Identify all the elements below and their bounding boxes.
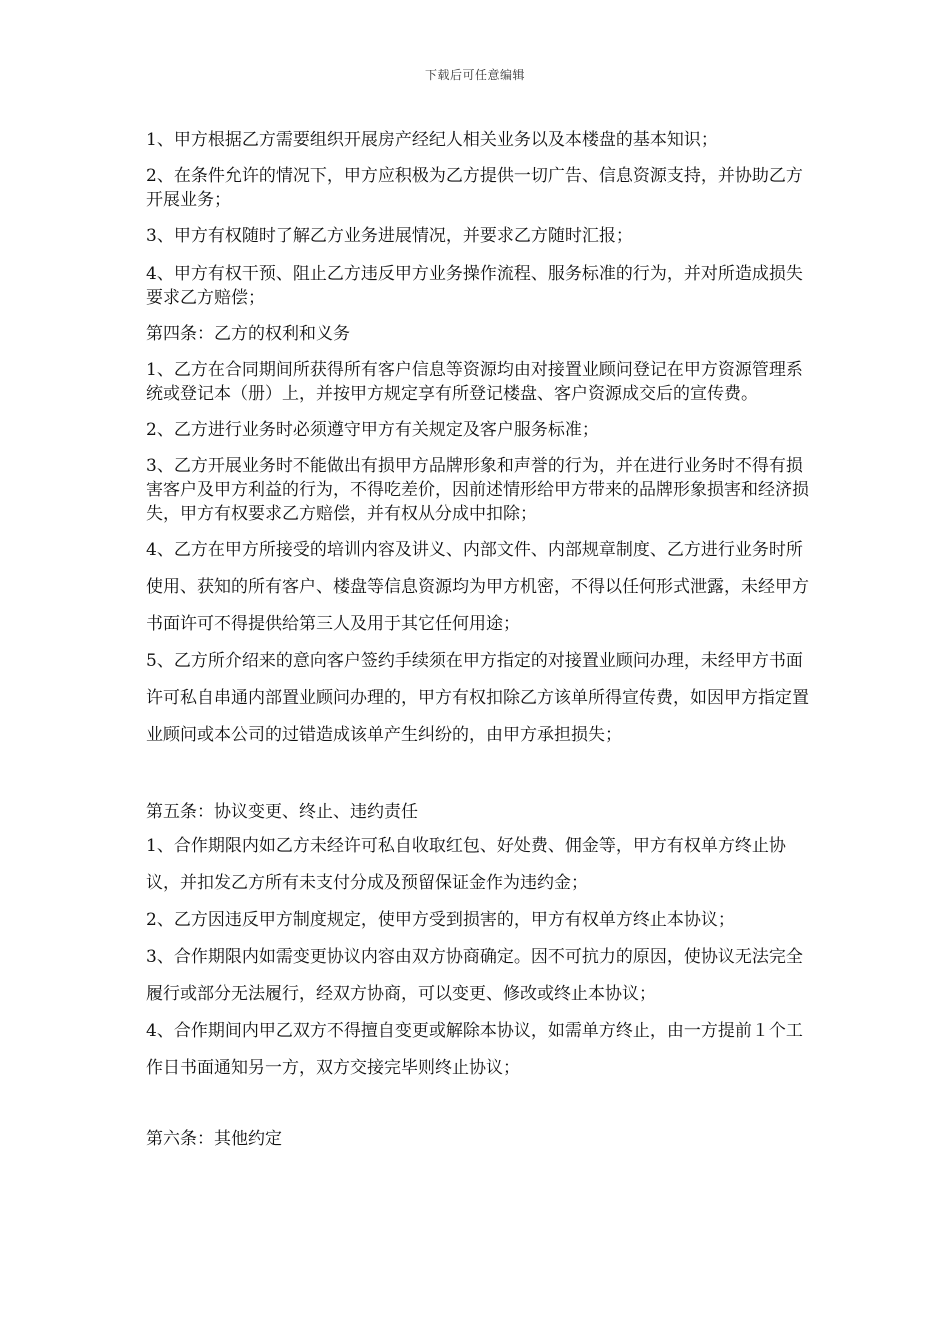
paragraph: 1、甲方根据乙方需要组织开展房产经纪人相关业务以及本楼盘的基本知识； (146, 130, 718, 150)
paragraph: 4、乙方在甲方所接受的培训内容及讲义、内部文件、内部规章制度、乙方进行业务时所使用、获知的所有客户、楼盘等信息资源均为甲方机密，不得以任何形式泄露，未经甲方书面许可不得提供给第三人及用于其它任何用途； (146, 540, 809, 634)
paragraph: 3、乙方开展业务时不能做出有损甲方品牌形象和声誉的行为，并在进行业务时不得有损害客户及甲方利益的行为，不得吃差价，因前述情形给甲方带来的品牌形象损害和经济损失，甲方有权要求乙方赔偿，并有权从分成中扣除； (146, 456, 809, 524)
section-title: 第六条：其他约定 (146, 1129, 282, 1149)
paragraph: 2、在条件允许的情况下，甲方应积极为乙方提供一切广告、信息资源支持，并协助乙方开展业务； (146, 166, 803, 210)
document-body (146, 124, 814, 1151)
paragraph: 4、合作期间内甲乙双方不得擅自变更或解除本协议，如需单方终止，由一方提前１个工作日书面通知另一方，双方交接完毕则终止协议； (146, 1021, 803, 1078)
paragraph: 2、乙方因违反甲方制度规定，使甲方受到损害的，甲方有权单方终止本协议； (146, 910, 735, 930)
header-note: 下载后可任意编辑 (424, 68, 525, 82)
paragraph: 5、乙方所介绍来的意向客户签约手续须在甲方指定的对接置业顾问办理，未经甲方书面许可私自串通内部置业顾问办理的，甲方有权扣除乙方该单所得宣传费，如因甲方指定置业顾问或本公司的过错造成该单产生纠纷的，由甲方承担损失； (146, 651, 809, 745)
paragraph: 2、乙方进行业务时必须遵守甲方有关规定及客户服务标准； (146, 420, 599, 440)
section-title: 第四条：乙方的权利和义务 (146, 324, 350, 344)
paragraph: 1、乙方在合同期间所获得所有客户信息等资源均由对接置业顾问登记在甲方资源管理系统或登记本（册）上，并按甲方规定享有所登记楼盘、客户资源成交后的宣传费。 (146, 360, 803, 404)
section-title: 第五条：协议变更、终止、违约责任 (146, 802, 418, 822)
paragraph: 3、甲方有权随时了解乙方业务进展情况，并要求乙方随时汇报； (146, 226, 633, 246)
paragraph: 3、合作期限内如需变更协议内容由双方协商确定。因不可抗力的原因，使协议无法完全履行或部分无法履行，经双方协商，可以变更、修改或终止本协议； (146, 947, 803, 1004)
paragraph: 4、甲方有权干预、阻止乙方违反甲方业务操作流程、服务标准的行为，并对所造成损失要求乙方赔偿； (146, 264, 803, 308)
paragraph: 1、合作期限内如乙方未经许可私自收取红包、好处费、佣金等，甲方有权单方终止协议，并扣发乙方所有未支付分成及预留保证金作为违约金； (146, 836, 786, 893)
